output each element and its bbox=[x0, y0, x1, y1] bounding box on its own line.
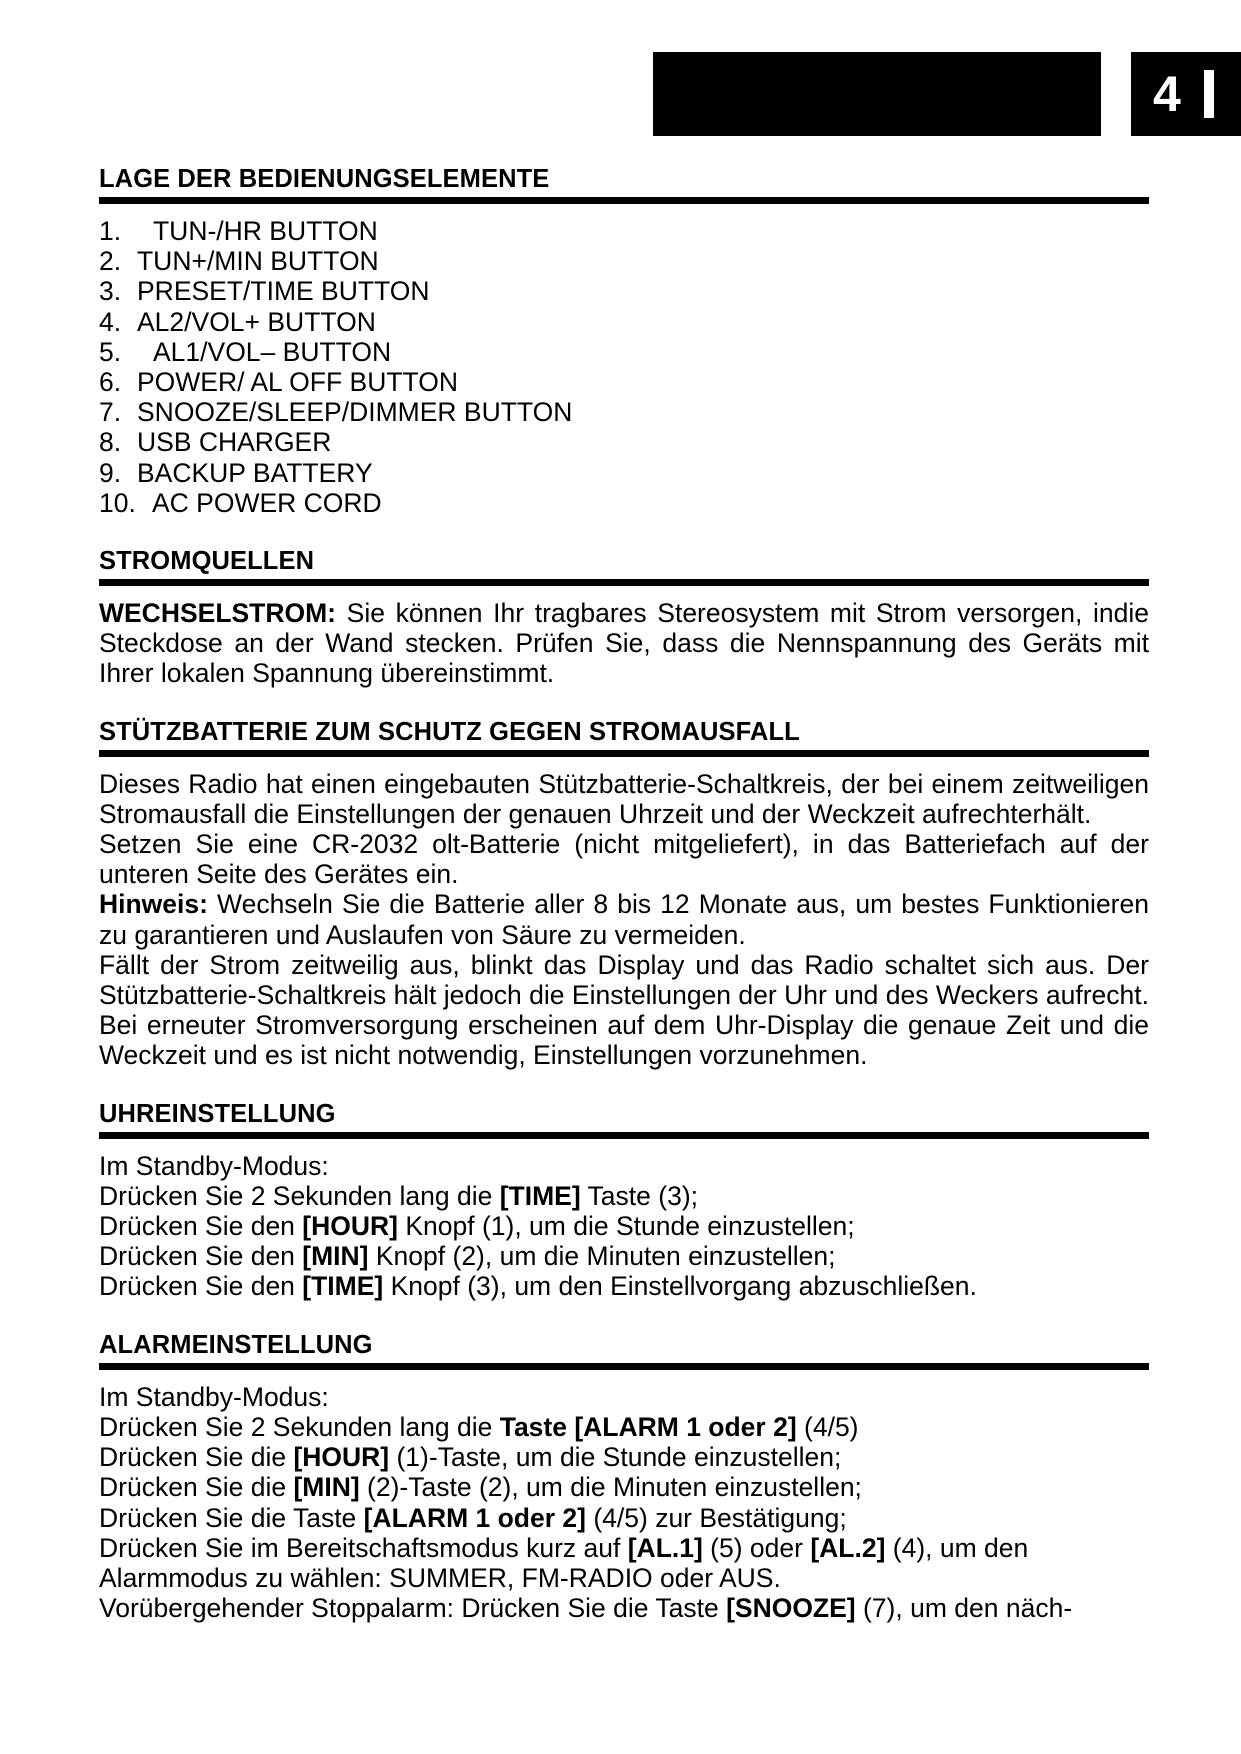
list-label: TUN-/HR BUTTON bbox=[153, 216, 378, 246]
list-number: 8. bbox=[99, 427, 122, 458]
list-item bbox=[99, 427, 1149, 457]
step-text: Taste (3); bbox=[580, 1180, 699, 1211]
list-item bbox=[99, 246, 1149, 276]
step-key: [TIME] bbox=[499, 1180, 581, 1211]
section-alarm-setting bbox=[99, 1331, 1149, 1624]
list-number: 7. bbox=[99, 397, 122, 428]
step-text: Knopf (2), um die Minuten einzustellen; bbox=[368, 1241, 836, 1272]
list-label: TUN+/MIN BUTTON bbox=[137, 246, 379, 277]
step-text: (1)-Taste, um die Stunde einzustellen; bbox=[389, 1442, 842, 1473]
power-paragraph bbox=[99, 598, 1149, 689]
step-text: (4/5) zur Bestätigung; bbox=[585, 1502, 847, 1533]
list-number: 10. bbox=[99, 487, 136, 518]
alarm-step bbox=[99, 1472, 1149, 1502]
list-item bbox=[99, 337, 1149, 367]
alarm-step bbox=[99, 1533, 1149, 1593]
section-controls bbox=[99, 165, 1149, 518]
step-text: (4), um den Alarmmodus zu wählen: SUMMER, FM-RADIO oder AUS. bbox=[99, 1532, 1029, 1593]
step-text: Drücken Sie den bbox=[99, 1211, 303, 1242]
step-key: [MIN] bbox=[302, 1241, 369, 1272]
clock-step bbox=[99, 1181, 1149, 1211]
list-number: 1. bbox=[99, 216, 122, 246]
step-text: (7), um den näch- bbox=[855, 1593, 1073, 1624]
list-item bbox=[99, 216, 1149, 246]
step-text: Vorübergehender Stoppalarm: Drücken Sie die Taste bbox=[99, 1593, 727, 1624]
backup-paragraph-2: Setzen Sie eine CR-2032 olt-Batterie (nicht mitgeliefert), in das Batteriefach auf der unteren Seite des Gerätes ein. bbox=[99, 829, 1149, 890]
list-label: AL1/VOL– BUTTON bbox=[153, 336, 392, 367]
step-text: Drücken Sie die bbox=[99, 1442, 294, 1473]
section-title-clock: UHREINSTELLUNG bbox=[99, 1100, 1149, 1139]
alarm-step bbox=[99, 1442, 1149, 1472]
section-title-controls: LAGE DER BEDIENUNGSELEMENTE bbox=[99, 165, 1149, 204]
step-text: (5) oder bbox=[702, 1532, 811, 1563]
step-text: Drücken Sie den bbox=[99, 1271, 303, 1302]
step-key: [SNOOZE] bbox=[726, 1593, 856, 1624]
clock-step bbox=[99, 1271, 1149, 1301]
step-text: Drücken Sie die Taste bbox=[99, 1502, 364, 1533]
step-key: [HOUR] bbox=[302, 1211, 398, 1242]
list-number: 4. bbox=[99, 306, 122, 337]
backup-paragraph-4: Fällt der Strom zeitweilig aus, blinkt das Display und das Radio schaltet sich aus. Der Stützbatterie-Schaltkreis hält jedoch die Einstellungen der Uhr und des Weckers aufrecht. Bei erneuter Stromversorgung erscheinen auf dem Uhr-Display die genaue Zeit und die Weckzeit und es ist nicht notwendig, Einstellungen vorzunehmen. bbox=[99, 949, 1149, 1071]
alarm-step bbox=[99, 1412, 1149, 1442]
clock-intro: Im Standby-Modus: bbox=[99, 1150, 329, 1181]
clock-step bbox=[99, 1211, 1149, 1241]
list-label: USB CHARGER bbox=[137, 427, 332, 458]
backup-note bbox=[99, 889, 1149, 949]
step-text: Drücken Sie die bbox=[99, 1472, 294, 1503]
section-title-alarm: ALARMEINSTELLUNG bbox=[99, 1331, 1149, 1370]
step-text: Drücken Sie 2 Sekunden lang die bbox=[99, 1411, 500, 1442]
alarm-intro: Im Standby-Modus: bbox=[99, 1381, 329, 1412]
alarm-step bbox=[99, 1503, 1149, 1533]
note-lead: Hinweis: bbox=[99, 889, 208, 920]
step-text: (4/5) bbox=[796, 1411, 859, 1442]
step-text: Drücken Sie den bbox=[99, 1241, 303, 1272]
page-number-tab bbox=[1131, 52, 1241, 136]
section-power bbox=[99, 547, 1149, 689]
page-tab-notch bbox=[1204, 70, 1214, 118]
step-text: (2)-Taste (2), um die Minuten einzustellen; bbox=[359, 1472, 862, 1503]
clock-step bbox=[99, 1241, 1149, 1271]
list-item bbox=[99, 276, 1149, 306]
alarm-step bbox=[99, 1593, 1149, 1623]
list-item bbox=[99, 458, 1149, 488]
list-number: 9. bbox=[99, 457, 122, 488]
list-number: 3. bbox=[99, 276, 122, 307]
list-label: AL2/VOL+ BUTTON bbox=[137, 306, 376, 337]
section-backup-battery bbox=[99, 718, 1149, 1071]
list-label: POWER/ AL OFF BUTTON bbox=[137, 367, 458, 398]
section-clock-setting bbox=[99, 1100, 1149, 1302]
list-number: 6. bbox=[99, 367, 122, 398]
step-text: Drücken Sie im Bereitschaftsmodus kurz auf bbox=[99, 1532, 628, 1563]
step-key: Taste [ALARM 1 oder 2] bbox=[499, 1411, 797, 1442]
page-number: 4 bbox=[1153, 66, 1181, 122]
note-text: Wechseln Sie die Batterie aller 8 bis 12 Monate aus, um bestes Funktionieren zu garantieren und Auslaufen von Säure zu vermeiden. bbox=[99, 889, 1149, 950]
list-item bbox=[99, 367, 1149, 397]
step-key: [TIME] bbox=[302, 1271, 384, 1302]
list-label: SNOOZE/SLEEP/DIMMER BUTTON bbox=[137, 397, 573, 428]
step-text: Knopf (1), um die Stunde einzustellen; bbox=[397, 1211, 855, 1242]
step-text: Drücken Sie 2 Sekunden lang die bbox=[99, 1180, 500, 1211]
step-text: Knopf (3), um den Einstellvorgang abzuschließen. bbox=[383, 1271, 977, 1302]
step-key: [AL.2] bbox=[810, 1532, 886, 1563]
list-label: BACKUP BATTERY bbox=[137, 457, 373, 488]
backup-paragraph-1: Dieses Radio hat einen eingebauten Stützbatterie-Schaltkreis, der bei einem zeitweiligen Stromausfall die Einstellungen der genauen Uhrzeit und der Weckzeit aufrechterhält. bbox=[99, 768, 1149, 829]
header-bar bbox=[653, 52, 1101, 136]
list-label: AC POWER CORD bbox=[152, 487, 382, 518]
step-key: [AL.1] bbox=[627, 1532, 703, 1563]
document-body bbox=[99, 165, 1149, 1652]
section-title-backup: STÜTZBATTERIE ZUM SCHUTZ GEGEN STROMAUSFALL bbox=[99, 718, 1149, 757]
power-text: Sie können Ihr tragbares Stereosystem mit Strom versorgen, indie Steckdose an der Wand stecken. Prüfen Sie, dass die Nennspannung des Geräts mit Ihrer lokalen Spannung übereinstimmt. bbox=[99, 598, 1149, 689]
step-key: [MIN] bbox=[293, 1472, 360, 1503]
list-number: 5. bbox=[99, 336, 122, 367]
list-item bbox=[99, 307, 1149, 337]
power-lead: WECHSELSTROM: bbox=[99, 598, 337, 629]
section-title-power: STROMQUELLEN bbox=[99, 547, 1149, 586]
step-key: [HOUR] bbox=[293, 1442, 390, 1473]
list-number: 2. bbox=[99, 246, 122, 277]
step-key: [ALARM 1 oder 2] bbox=[363, 1502, 586, 1533]
list-item bbox=[99, 488, 1149, 518]
list-item bbox=[99, 397, 1149, 427]
list-label: PRESET/TIME BUTTON bbox=[137, 276, 430, 307]
controls-list bbox=[99, 216, 1149, 518]
